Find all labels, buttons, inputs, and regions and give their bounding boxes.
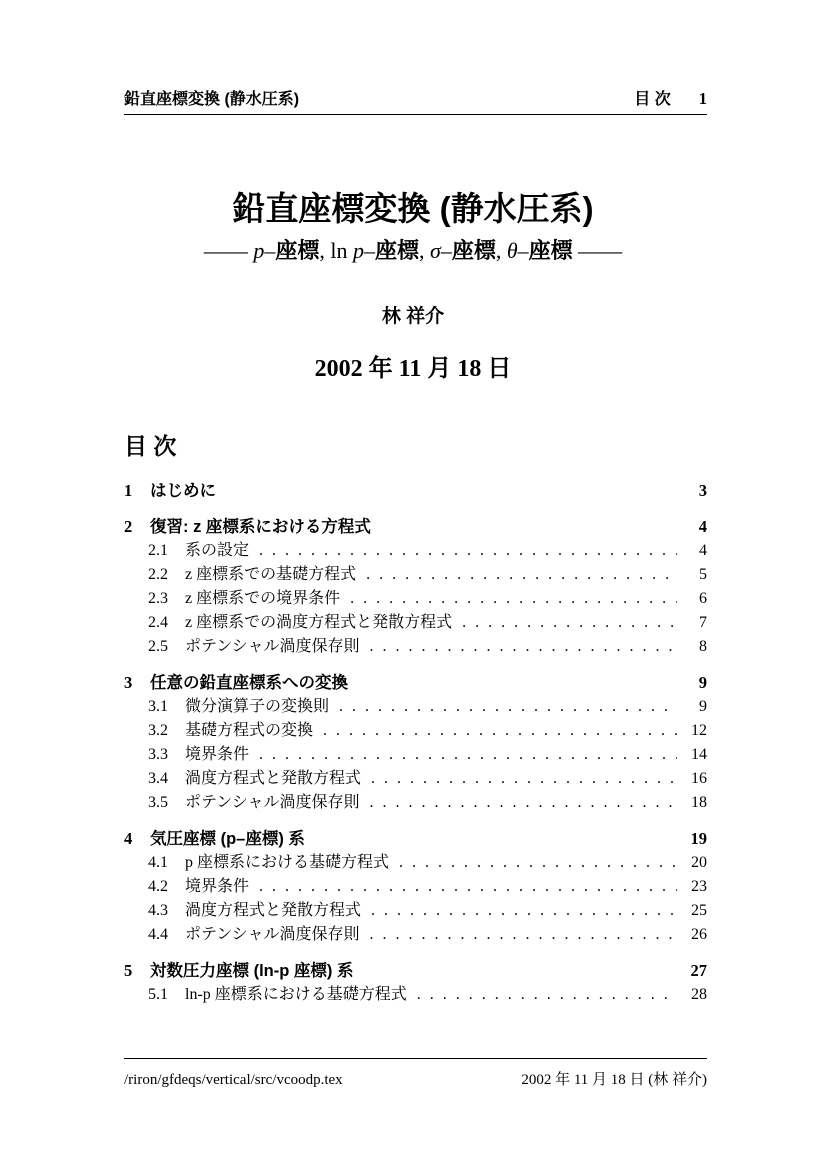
toc-entry-title: 任意の鉛直座標系への変換: [150, 674, 348, 692]
toc-entry-title: ポテンシャル渦度保存則: [185, 638, 360, 655]
toc-entry-title: ln-p 座標系における基礎方程式: [185, 986, 407, 1003]
running-header: [124, 86, 707, 115]
toc-item-row: [124, 983, 707, 1007]
toc-dot-leader: [366, 563, 677, 587]
toc-entry-page: 19: [690, 829, 707, 848]
toc-entry-title: 気圧座標 (p–座標) 系: [150, 830, 305, 848]
subtitle-part: –: [264, 238, 276, 264]
page-footer: [124, 1058, 707, 1089]
subtitle-part: –: [517, 238, 529, 264]
subtitle-part: , ln: [319, 238, 353, 264]
toc-entry-page: 9: [698, 673, 707, 692]
toc-dot-leader: [462, 611, 677, 635]
running-header-page-number: 1: [698, 89, 707, 108]
subtitle-part: σ: [429, 238, 441, 264]
toc-entry-title: 渦度方程式と発散方程式: [185, 770, 362, 787]
toc-entry-number: 3.2: [148, 722, 168, 739]
toc-entry-title: ポテンシャル渦度保存則: [185, 926, 360, 943]
toc-entry-page: 5: [699, 566, 707, 583]
toc-entry-title: 基礎方程式の変換: [185, 722, 314, 739]
running-header-right: [634, 86, 707, 109]
subtitle-part: –: [440, 238, 452, 264]
toc-item-row: [124, 587, 707, 611]
toc-item-row: [124, 875, 707, 899]
footer-file-path: /riron/gfdeqs/vertical/src/vcoodp.tex: [124, 1072, 343, 1088]
toc-entry-title: z 座標系での境界条件: [185, 590, 341, 607]
toc-section-row: [124, 959, 707, 983]
toc-entry-title: 境界条件: [185, 746, 250, 763]
toc-item-row: [124, 899, 707, 923]
toc-entry-number: 3.4: [148, 770, 168, 787]
toc-dot-leader: [369, 791, 677, 815]
toc-entry-page: 16: [691, 770, 707, 787]
subtitle-part: ,: [418, 238, 430, 264]
toc-entry-title: ポテンシャル渦度保存則: [185, 794, 360, 811]
toc-entry-page: 18: [691, 794, 707, 811]
document-title: 鉛直座標変換 (静水圧系): [232, 190, 594, 227]
subtitle-part: 座標: [275, 238, 320, 264]
subtitle-part: p: [253, 238, 265, 264]
toc-item-row: [124, 743, 707, 767]
toc-entry-number: 5.1: [148, 986, 168, 1003]
subtitle-part: ——: [572, 238, 623, 264]
toc-section-row: [124, 671, 707, 695]
toc-entry-number: 4.3: [148, 902, 168, 919]
toc-entry-number: 2.5: [148, 638, 168, 655]
subtitle-part: ,: [495, 238, 507, 264]
toc-entry-title: はじめに: [150, 482, 216, 500]
toc-dot-leader: [371, 767, 677, 791]
toc-entry-number: 2.3: [148, 590, 168, 607]
toc-entry-page: 26: [691, 926, 707, 943]
toc-entry-page: 3: [698, 481, 707, 500]
footer-date-author: 2002 年 11 月 18 日 (林 祥介): [521, 1072, 707, 1088]
toc-entry-title: 微分演算子の変換則: [185, 698, 330, 715]
subtitle-part: ——: [203, 238, 254, 264]
subtitle-part: θ: [506, 238, 518, 264]
author-name: 林 祥介: [381, 305, 445, 327]
toc-entry-number: 3: [124, 673, 133, 692]
title-block: [0, 188, 826, 383]
toc-dot-leader: [399, 851, 677, 875]
document-date: 2002 年 11 月 18 日: [314, 355, 512, 382]
toc-entry-page: 23: [691, 878, 707, 895]
toc-entry-title: 復習: z 座標系における方程式: [150, 518, 371, 536]
toc-entry-title: 渦度方程式と発散方程式: [185, 902, 362, 919]
subtitle-part: 座標: [451, 238, 496, 264]
toc-entry-page: 6: [699, 590, 707, 607]
subtitle-part: 座標: [528, 238, 573, 264]
table-of-contents: [124, 428, 707, 1007]
toc-entry-number: 4.4: [148, 926, 168, 943]
toc-section-row: [124, 479, 707, 503]
toc-entry-number: 2: [124, 517, 133, 536]
toc-entry-title: 境界条件: [185, 878, 250, 895]
toc-dot-leader: [369, 923, 677, 947]
toc-dot-leader: [371, 899, 677, 923]
toc-entry-page: 20: [691, 854, 707, 871]
toc-dot-leader: [259, 743, 677, 767]
toc-entry-title: p 座標系における基礎方程式: [185, 854, 390, 871]
toc-item-row: [124, 695, 707, 719]
document-subtitle: [0, 238, 826, 264]
toc-entry-page: 25: [691, 902, 707, 919]
toc-item-row: [124, 851, 707, 875]
subtitle-part: p: [352, 238, 364, 264]
toc-item-row: [124, 539, 707, 563]
toc-dot-leader: [259, 539, 677, 563]
toc-entry-page: 9: [699, 698, 707, 715]
toc-item-row: [124, 719, 707, 743]
toc-entry-number: 2.1: [148, 542, 168, 559]
running-header-title: 鉛直座標変換 (静水圧系): [124, 91, 300, 108]
toc-entry-page: 28: [691, 986, 707, 1003]
toc-item-row: [124, 791, 707, 815]
toc-entry-number: 5: [124, 961, 133, 980]
toc-item-row: [124, 611, 707, 635]
toc-entry-page: 4: [698, 517, 707, 536]
toc-entry-number: 4.1: [148, 854, 168, 871]
toc-entry-page: 8: [699, 638, 707, 655]
toc-dot-leader: [350, 587, 677, 611]
toc-entry-number: 2.2: [148, 566, 168, 583]
toc-section-row: [124, 515, 707, 539]
toc-entry-number: 1: [124, 481, 133, 500]
subtitle-part: 座標: [374, 238, 419, 264]
subtitle-part: –: [363, 238, 375, 264]
toc-dot-leader: [259, 875, 677, 899]
toc-entry-page: 12: [691, 722, 707, 739]
toc-entry-page: 4: [699, 542, 707, 559]
toc-item-row: [124, 563, 707, 587]
toc-dot-leader: [339, 695, 677, 719]
toc-item-row: [124, 767, 707, 791]
toc-dot-leader: [369, 635, 677, 659]
toc-rows: [124, 479, 707, 1007]
toc-entry-page: 7: [699, 614, 707, 631]
toc-entry-number: 4: [124, 829, 133, 848]
toc-entry-title: 系の設定: [185, 542, 250, 559]
toc-heading: 目 次: [124, 433, 177, 459]
toc-entry-number: 2.4: [148, 614, 168, 631]
toc-entry-page: 14: [691, 746, 707, 763]
toc-section-row: [124, 827, 707, 851]
toc-entry-page: 27: [690, 961, 707, 980]
toc-item-row: [124, 635, 707, 659]
toc-dot-leader: [323, 719, 677, 743]
toc-entry-number: 3.3: [148, 746, 168, 763]
toc-dot-leader: [417, 983, 677, 1007]
toc-entry-title: z 座標系での渦度方程式と発散方程式: [185, 614, 453, 631]
toc-item-row: [124, 923, 707, 947]
toc-entry-number: 4.2: [148, 878, 168, 895]
toc-entry-title: 対数圧力座標 (ln-p 座標) 系: [150, 962, 354, 980]
toc-entry-title: z 座標系での基礎方程式: [185, 566, 357, 583]
running-header-section-label: 目 次: [634, 91, 671, 108]
toc-entry-number: 3.5: [148, 794, 168, 811]
toc-entry-number: 3.1: [148, 698, 168, 715]
